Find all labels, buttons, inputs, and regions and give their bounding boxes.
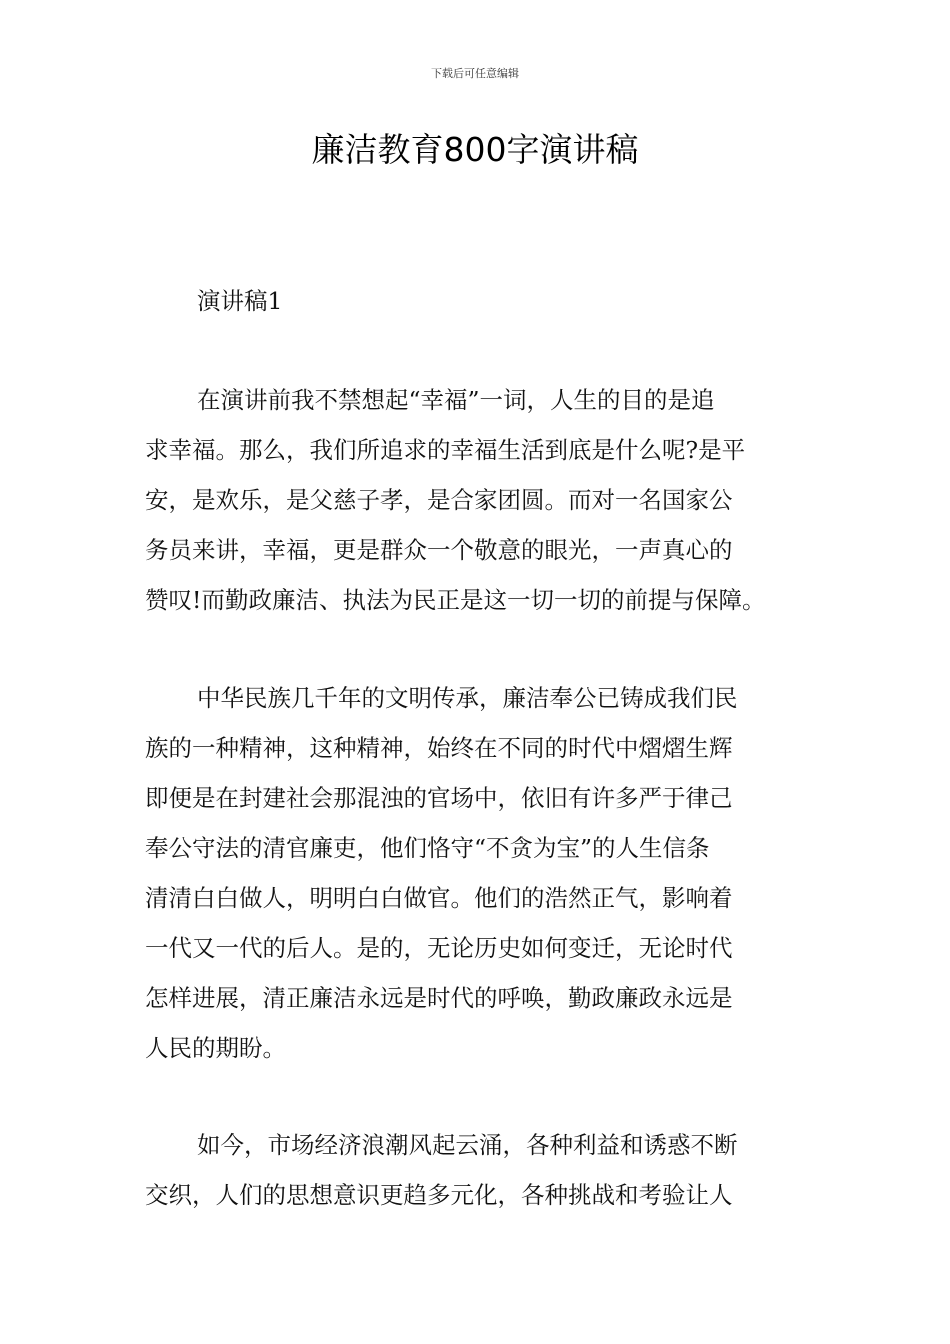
paragraph-line: 求幸福。那么，我们所追求的幸福生活到底是什么呢?是平 <box>145 436 746 464</box>
paragraph-line: 即便是在封建社会那混浊的官场中，依旧有许多严于律己 <box>145 784 733 812</box>
paragraph-1 <box>145 375 807 625</box>
paragraph-line: 奉公守法的清官廉吏，他们恪守“不贪为宝”的人生信条 <box>145 834 710 862</box>
paragraph-line: 交织，人们的思想意识更趋多元化，各种挑战和考验让人 <box>145 1181 733 1209</box>
document-title: 廉洁教育800字演讲稿 <box>311 130 639 169</box>
paragraph-line: 务员来讲，幸福，更是群众一个敬意的眼光，一声真心的 <box>145 536 733 564</box>
header-note: 下载后可任意编辑 <box>431 67 519 80</box>
paragraph-line: 赞叹!而勤政廉洁、执法为民正是这一切一切的前提与保障。 <box>145 586 766 614</box>
paragraph-line: 清清白白做人，明明白白做官。他们的浩然正气，影响着 <box>145 884 733 912</box>
paragraph-line: 一代又一代的后人。是的，无论历史如何变迁，无论时代 <box>145 934 733 962</box>
section-label: 演讲稿1 <box>197 287 283 315</box>
paragraph-2 <box>145 673 807 1073</box>
paragraph-line: 怎样进展，清正廉洁永远是时代的呼唤，勤政廉政永远是 <box>145 984 733 1012</box>
paragraph-line: 如今，市场经济浪潮风起云涌，各种利益和诱惑不断 <box>197 1131 738 1159</box>
paragraph-line: 在演讲前我不禁想起“幸福”一词，人生的目的是追 <box>197 386 715 414</box>
paragraph-3 <box>145 1120 807 1220</box>
paragraph-line: 族的一种精神，这种精神，始终在不同的时代中熠熠生辉 <box>145 734 733 762</box>
paragraph-line: 人民的期盼。 <box>145 1034 286 1062</box>
paragraph-line: 安，是欢乐，是父慈子孝，是合家团圆。而对一名国家公 <box>145 486 733 514</box>
paragraph-line: 中华民族几千年的文明传承，廉洁奉公已铸成我们民 <box>197 684 738 712</box>
